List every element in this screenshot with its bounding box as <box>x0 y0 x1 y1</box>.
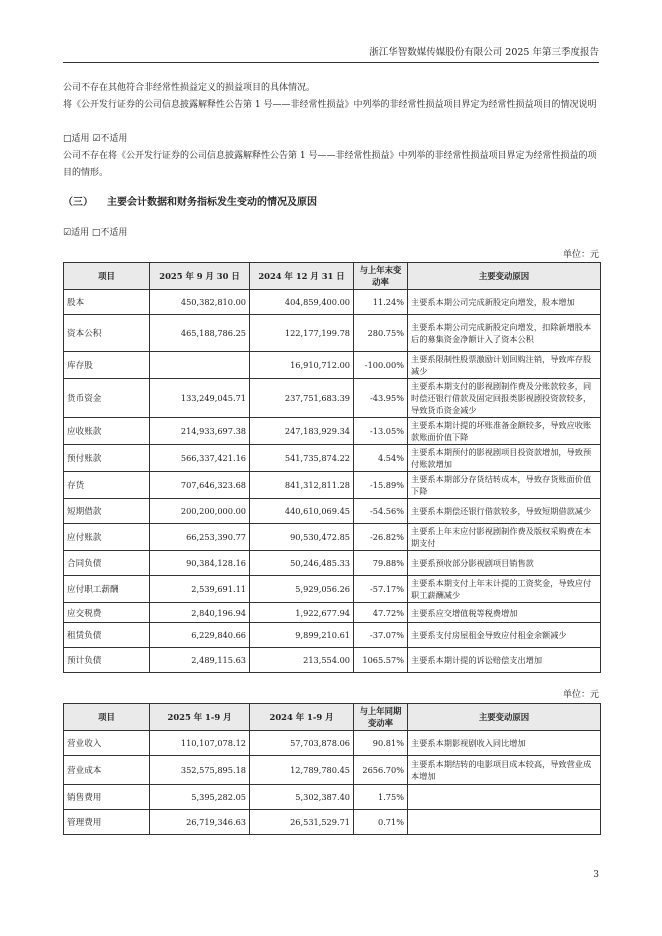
current-value-cell: 450,382,810.00 <box>150 290 250 315</box>
table-row <box>64 576 601 603</box>
change-rate-cell: -100.00% <box>354 352 408 379</box>
table-row <box>64 499 601 524</box>
current-value-cell: 6,229,840.66 <box>150 623 250 648</box>
change-rate-cell: -15.89% <box>354 472 408 499</box>
table-row <box>64 315 601 352</box>
column-header: 与上年末变动率 <box>354 263 408 290</box>
page-number: 3 <box>593 870 599 880</box>
change-rate-cell: 1065.57% <box>354 648 408 673</box>
prior-value-cell: 57,703,878.06 <box>250 731 354 756</box>
income-change-table <box>63 703 601 835</box>
reason-cell: 主要系应交增值税等税费增加 <box>408 603 601 623</box>
balance-change-table <box>63 262 601 673</box>
table-row <box>64 756 601 785</box>
reason-cell: 主要系支付房屋租金导致应付租金余额减少 <box>408 623 601 648</box>
table-row <box>64 785 601 810</box>
current-value-cell: 133,249,045.71 <box>150 379 250 418</box>
column-header: 项目 <box>64 704 150 731</box>
current-value-cell: 352,575,895.18 <box>150 756 250 785</box>
item-cell: 应收账款 <box>64 418 150 445</box>
reason-cell <box>408 785 601 810</box>
reason-cell: 主要系预收部分影视剧项目销售款 <box>408 551 601 576</box>
current-value-cell: 566,337,421.16 <box>150 445 250 472</box>
reason-cell: 主要系本期计提的诉讼赔偿支出增加 <box>408 648 601 673</box>
change-rate-cell: 47.72% <box>354 603 408 623</box>
table-row <box>64 379 601 418</box>
section-number: （三） <box>63 197 93 208</box>
change-rate-cell: 0.71% <box>354 810 408 835</box>
item-cell: 预付账款 <box>64 445 150 472</box>
current-value-cell: 5,395,282.05 <box>150 785 250 810</box>
change-rate-cell: -13.05% <box>354 418 408 445</box>
prior-value-cell: 26,531,529.71 <box>250 810 354 835</box>
change-rate-cell: -26.82% <box>354 524 408 551</box>
reason-cell: 主要系本期预付的影视剧项目投资款增加，导致预付账款增加 <box>408 445 601 472</box>
change-rate-cell: 280.75% <box>354 315 408 352</box>
table-row <box>64 648 601 673</box>
item-cell: 销售费用 <box>64 785 150 810</box>
reason-cell: 主要系上年末应付影视剧制作费及版权采购费在本期支付 <box>408 524 601 551</box>
prior-value-cell: 1,922,677.94 <box>250 603 354 623</box>
item-cell: 合同负债 <box>64 551 150 576</box>
header-rule <box>63 62 599 63</box>
prior-value-cell: 50,246,485.33 <box>250 551 354 576</box>
prior-value-cell: 5,302,387.40 <box>250 785 354 810</box>
current-value-cell: 214,933,697.38 <box>150 418 250 445</box>
item-cell: 营业收入 <box>64 731 150 756</box>
change-rate-cell: 1.75% <box>354 785 408 810</box>
item-cell: 资本公积 <box>64 315 150 352</box>
table-row <box>64 472 601 499</box>
item-cell: 营业成本 <box>64 756 150 785</box>
column-header: 主要变动原因 <box>408 704 601 731</box>
prior-value-cell: 541,735,874.22 <box>250 445 354 472</box>
reason-cell: 主要系本期结转的电影项目成本较高，导致营业成本增加 <box>408 756 601 785</box>
table-row <box>64 418 601 445</box>
column-header: 2025 年 1-9 月 <box>150 704 250 731</box>
paragraph-2: 将《公开发行证券的公司信息披露解释性公告第 1 号——非经常性损益》中列举的非经常性损益项目界定为经常性损益项目的情况说明 <box>63 100 597 110</box>
table-row <box>64 623 601 648</box>
table-row <box>64 290 601 315</box>
change-rate-cell: -57.17% <box>354 576 408 603</box>
current-value-cell: 2,840,196.94 <box>150 603 250 623</box>
item-cell: 租赁负债 <box>64 623 150 648</box>
column-header: 与上年同期变动率 <box>354 704 408 731</box>
reason-cell: 主要系本期偿还银行借款较多，导致短期借款减少 <box>408 499 601 524</box>
current-value-cell: 110,107,078.12 <box>150 731 250 756</box>
item-cell: 库存股 <box>64 352 150 379</box>
prior-value-cell: 5,929,056.26 <box>250 576 354 603</box>
prior-value-cell: 404,859,400.00 <box>250 290 354 315</box>
prior-value-cell: 12,789,780.45 <box>250 756 354 785</box>
table-row <box>64 551 601 576</box>
current-value-cell: 2,539,691.11 <box>150 576 250 603</box>
prior-value-cell: 247,183,929.34 <box>250 418 354 445</box>
current-value-cell <box>150 352 250 379</box>
table-row <box>64 731 601 756</box>
reason-cell: 主要系本期支付的影视剧制作费及分账款较多，同时偿还银行借款及固定回报类影视剧投资款较多，导致货币资金减少 <box>408 379 601 418</box>
item-cell: 短期借款 <box>64 499 150 524</box>
reason-cell: 主要系本期支付上年末计提的工资奖金，导致应付职工薪酬减少 <box>408 576 601 603</box>
change-rate-cell: 11.24% <box>354 290 408 315</box>
checkbox-line-2: ☑适用 □不适用 <box>63 228 128 238</box>
change-rate-cell: -43.95% <box>354 379 408 418</box>
item-cell: 应付账款 <box>64 524 150 551</box>
prior-value-cell: 122,177,199.78 <box>250 315 354 352</box>
item-cell: 存货 <box>64 472 150 499</box>
section-heading: 主要会计数据和财务指标发生变动的情况及原因 <box>107 197 317 208</box>
table-row <box>64 445 601 472</box>
item-cell: 货币资金 <box>64 379 150 418</box>
current-value-cell: 465,188,786.25 <box>150 315 250 352</box>
change-rate-cell: -54.56% <box>354 499 408 524</box>
section-title <box>63 193 317 208</box>
column-header: 2024 年 12 月 31 日 <box>250 263 354 290</box>
item-cell: 应付职工薪酬 <box>64 576 150 603</box>
current-value-cell: 200,200,000.00 <box>150 499 250 524</box>
item-cell: 应交税费 <box>64 603 150 623</box>
paragraph-1: 公司不存在其他符合非经常性损益定义的损益项目的具体情况。 <box>63 83 316 93</box>
prior-value-cell: 440,610,069.45 <box>250 499 354 524</box>
prior-value-cell: 213,554.00 <box>250 648 354 673</box>
item-cell: 股本 <box>64 290 150 315</box>
column-header: 2024 年 1-9 月 <box>250 704 354 731</box>
prior-value-cell: 16,910,712.00 <box>250 352 354 379</box>
table-row <box>64 603 601 623</box>
report-header: 浙江华智数媒传媒股份有限公司 2025 年第三季度报告 <box>369 47 599 58</box>
column-header: 2025 年 9 月 30 日 <box>150 263 250 290</box>
table-row <box>64 810 601 835</box>
current-value-cell: 26,719,346.63 <box>150 810 250 835</box>
reason-cell: 主要系本期公司完成新股定向增发，股本增加 <box>408 290 601 315</box>
reason-cell: 主要系限制性股票激励计划回购注销，导致库存股减少 <box>408 352 601 379</box>
change-rate-cell: 90.81% <box>354 731 408 756</box>
item-cell: 管理费用 <box>64 810 150 835</box>
current-value-cell: 90,384,128.16 <box>150 551 250 576</box>
column-header: 主要变动原因 <box>408 263 601 290</box>
item-cell: 预计负债 <box>64 648 150 673</box>
table-row <box>64 524 601 551</box>
reason-cell: 主要系本期计提的坏账准备金额较多，导致应收账款账面价值下降 <box>408 418 601 445</box>
prior-value-cell: 90,530,472.85 <box>250 524 354 551</box>
reason-cell <box>408 810 601 835</box>
current-value-cell: 707,646,323.68 <box>150 472 250 499</box>
reason-cell: 主要系本期影视剧收入同比增加 <box>408 731 601 756</box>
prior-value-cell: 237,751,683.39 <box>250 379 354 418</box>
change-rate-cell: 79.88% <box>354 551 408 576</box>
paragraph-4: 公司不存在将《公开发行证券的公司信息披露解释性公告第 1 号——非经常性损益》中列举的非经常性损益项目界定为经常性损益的项目的情形。 <box>63 151 597 178</box>
current-value-cell: 2,489,115.63 <box>150 648 250 673</box>
change-rate-cell: 2656.70% <box>354 756 408 785</box>
prior-value-cell: 841,312,811.28 <box>250 472 354 499</box>
change-rate-cell: -37.07% <box>354 623 408 648</box>
unit-label-2: 单位：元 <box>562 690 599 700</box>
current-value-cell: 66,253,390.77 <box>150 524 250 551</box>
reason-cell: 主要系本期部分存货结转成本，导致存货账面价值下降 <box>408 472 601 499</box>
prior-value-cell: 9,899,210.61 <box>250 623 354 648</box>
column-header: 项目 <box>64 263 150 290</box>
table-row <box>64 352 601 379</box>
change-rate-cell: 4.54% <box>354 445 408 472</box>
unit-label-1: 单位：元 <box>562 250 599 260</box>
reason-cell: 主要系本期公司完成新股定向增发，扣除新增股本后的募集资金净额计入了资本公积 <box>408 315 601 352</box>
checkbox-line-1: □适用 ☑不适用 <box>63 134 128 144</box>
